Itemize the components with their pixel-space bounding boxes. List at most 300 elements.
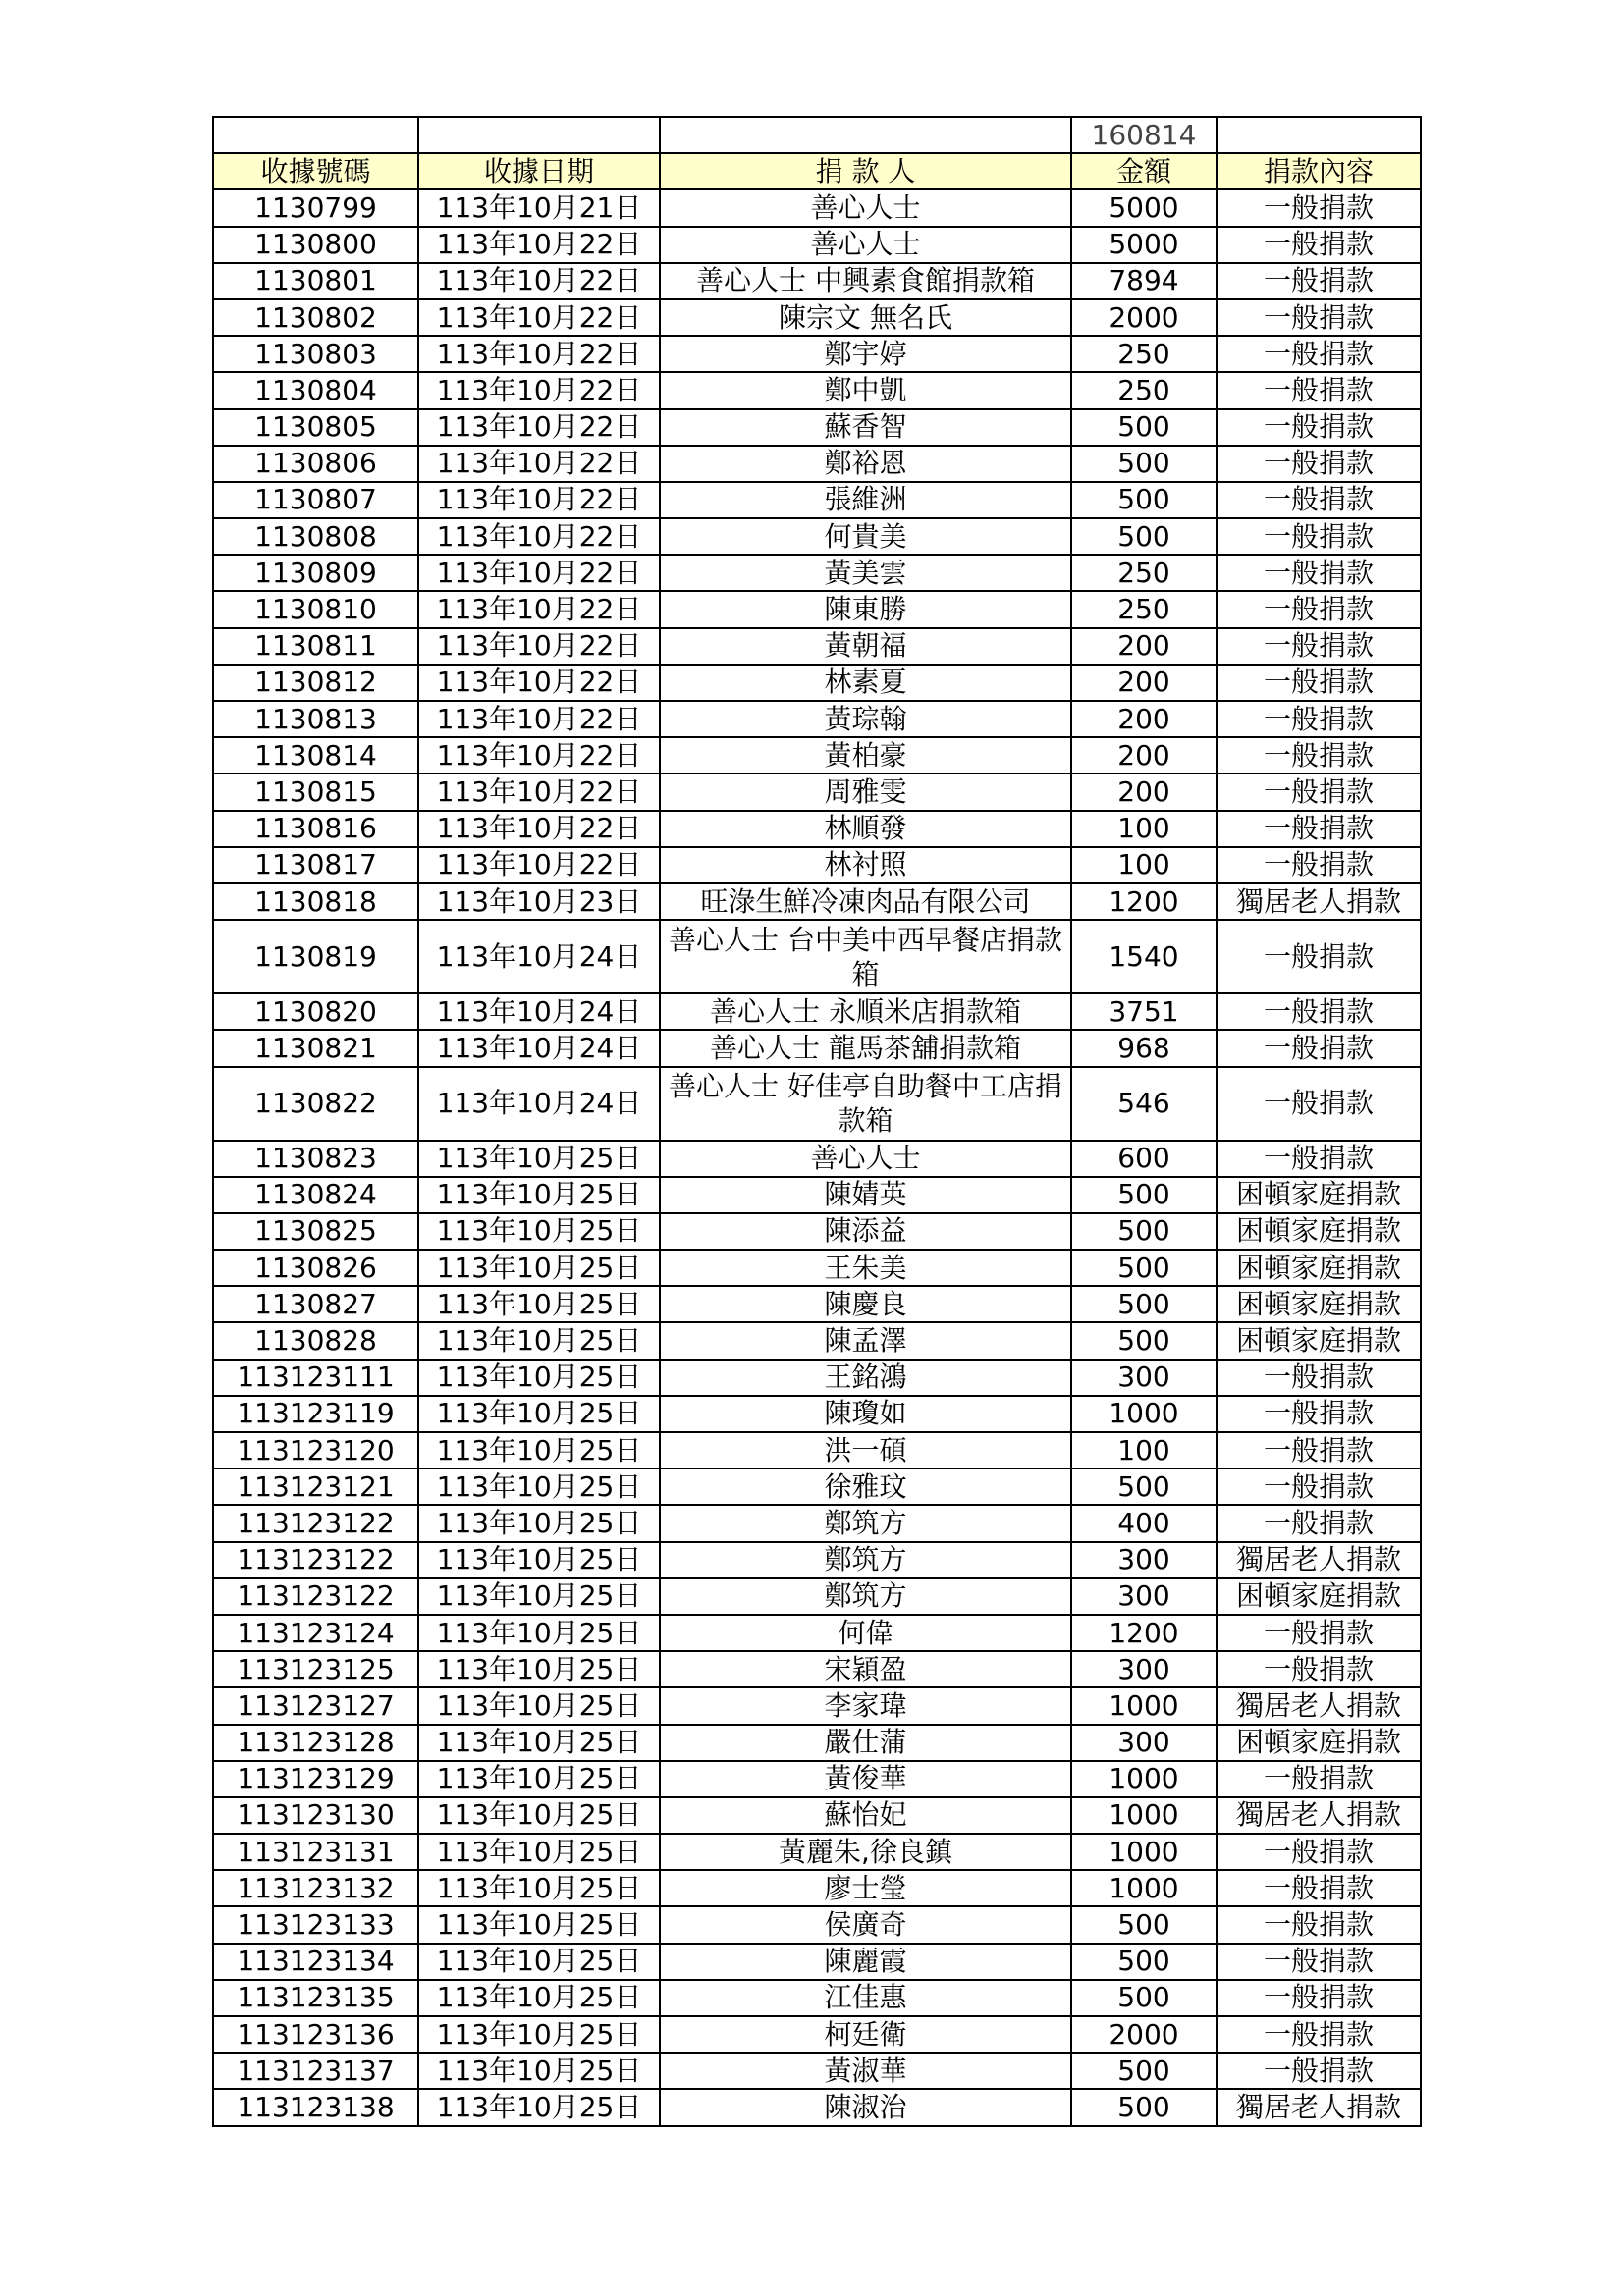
table-row [213, 1578, 1421, 1615]
amount-cell: 500 [1071, 1286, 1217, 1322]
donor-cell: 黃琮翰 [660, 701, 1071, 737]
donor-cell: 張維洲 [660, 482, 1071, 518]
receipt-no-cell: 113123137 [213, 2053, 418, 2089]
table-row [213, 883, 1421, 920]
donor-cell: 周雅雯 [660, 774, 1071, 810]
amount-cell: 500 [1071, 1944, 1217, 1980]
table-row [213, 628, 1421, 665]
content-cell: 一般捐款 [1217, 1980, 1421, 2016]
content-cell: 一般捐款 [1217, 1505, 1421, 1541]
amount-cell: 500 [1071, 1906, 1217, 1943]
table-row [213, 1030, 1421, 1066]
content-cell: 一般捐款 [1217, 555, 1421, 591]
donor-cell: 善心人士 中興素食館捐款箱 [660, 263, 1071, 299]
receipt-date-cell: 113年10月22日 [418, 591, 660, 627]
content-cell: 困頓家庭捐款 [1217, 1578, 1421, 1615]
receipt-date-cell: 113年10月22日 [418, 409, 660, 446]
donor-cell: 何貴美 [660, 518, 1071, 555]
receipt-no-cell: 1130812 [213, 665, 418, 701]
receipt-no-cell: 1130821 [213, 1030, 418, 1066]
donor-cell: 江佳惠 [660, 1980, 1071, 2016]
content-cell: 一般捐款 [1217, 446, 1421, 482]
content-cell: 一般捐款 [1217, 1761, 1421, 1797]
content-cell: 一般捐款 [1217, 1360, 1421, 1396]
table-row [213, 665, 1421, 701]
amount-cell: 400 [1071, 1505, 1217, 1541]
content-cell: 一般捐款 [1217, 189, 1421, 226]
receipt-date-cell: 113年10月25日 [418, 2089, 660, 2125]
donor-cell: 陳添益 [660, 1213, 1071, 1250]
content-cell: 一般捐款 [1217, 1067, 1421, 1141]
receipt-no-cell: 1130822 [213, 1067, 418, 1141]
donor-cell: 侯廣奇 [660, 1906, 1071, 1943]
receipt-date-cell: 113年10月25日 [418, 1980, 660, 2016]
content-cell: 一般捐款 [1217, 2016, 1421, 2053]
amount-cell: 500 [1071, 1980, 1217, 2016]
donor-cell: 洪一碩 [660, 1432, 1071, 1468]
content-cell: 一般捐款 [1217, 409, 1421, 446]
receipt-date-cell: 113年10月24日 [418, 1030, 660, 1066]
donor-cell: 善心人士 [660, 227, 1071, 263]
table-row [213, 737, 1421, 774]
receipt-date-cell: 113年10月25日 [418, 1578, 660, 1615]
content-cell: 困頓家庭捐款 [1217, 1725, 1421, 1761]
table-row [213, 847, 1421, 883]
receipt-date-cell: 113年10月25日 [418, 1834, 660, 1870]
receipt-date-cell: 113年10月21日 [418, 189, 660, 226]
receipt-date-cell: 113年10月24日 [418, 920, 660, 993]
receipt-no-cell: 113123133 [213, 1906, 418, 1943]
table-row [213, 1432, 1421, 1468]
receipt-no-cell: 1130799 [213, 189, 418, 226]
amount-cell: 968 [1071, 1030, 1217, 1066]
receipt-date-cell: 113年10月25日 [418, 1651, 660, 1687]
donor-cell: 善心人士 [660, 1141, 1071, 1177]
table-row [213, 299, 1421, 336]
receipt-no-cell: 113123130 [213, 1797, 418, 1834]
amount-cell: 1200 [1071, 883, 1217, 920]
amount-cell: 1000 [1071, 1396, 1217, 1432]
table-row [213, 372, 1421, 408]
receipt-no-cell: 113123120 [213, 1432, 418, 1468]
table-row [213, 1505, 1421, 1541]
donor-cell: 陳宗文 無名氏 [660, 299, 1071, 336]
amount-cell: 7894 [1071, 263, 1217, 299]
receipt-no-cell: 113123136 [213, 2016, 418, 2053]
receipt-date-cell: 113年10月24日 [418, 993, 660, 1030]
content-cell: 一般捐款 [1217, 1906, 1421, 1943]
content-cell: 一般捐款 [1217, 628, 1421, 665]
amount-cell: 300 [1071, 1360, 1217, 1396]
donor-cell: 黃美雲 [660, 555, 1071, 591]
donor-cell: 黃麗朱,徐良鎮 [660, 1834, 1071, 1870]
receipt-no-cell: 1130800 [213, 227, 418, 263]
receipt-date-cell: 113年10月25日 [418, 1250, 660, 1286]
donor-cell: 鄭筑方 [660, 1542, 1071, 1578]
receipt-no-cell: 1130819 [213, 920, 418, 993]
amount-cell: 300 [1071, 1725, 1217, 1761]
donation-table [212, 116, 1422, 2127]
table-row [213, 189, 1421, 226]
content-cell: 一般捐款 [1217, 847, 1421, 883]
donor-cell: 善心人士 台中美中西早餐店捐款箱 [660, 920, 1071, 993]
receipt-date-cell: 113年10月22日 [418, 482, 660, 518]
receipt-no-cell: 1130801 [213, 263, 418, 299]
content-cell: 一般捐款 [1217, 737, 1421, 774]
amount-cell: 500 [1071, 1468, 1217, 1505]
content-cell: 困頓家庭捐款 [1217, 1177, 1421, 1213]
content-cell: 一般捐款 [1217, 1870, 1421, 1906]
content-cell: 獨居老人捐款 [1217, 1542, 1421, 1578]
receipt-no-cell: 1130802 [213, 299, 418, 336]
donation-sheet [212, 116, 1422, 2127]
receipt-date-cell: 113年10月22日 [418, 336, 660, 372]
table-row [213, 227, 1421, 263]
receipt-no-cell: 1130817 [213, 847, 418, 883]
table-row [213, 993, 1421, 1030]
content-cell: 一般捐款 [1217, 920, 1421, 993]
content-cell: 一般捐款 [1217, 774, 1421, 810]
receipt-no-cell: 113123111 [213, 1360, 418, 1396]
amount-cell: 600 [1071, 1141, 1217, 1177]
total-amount: 160814 [1071, 117, 1217, 153]
receipt-no-cell: 1130809 [213, 555, 418, 591]
amount-cell: 200 [1071, 628, 1217, 665]
donor-cell: 善心人士 [660, 189, 1071, 226]
amount-cell: 1000 [1071, 1834, 1217, 1870]
content-cell: 困頓家庭捐款 [1217, 1250, 1421, 1286]
table-row [213, 811, 1421, 847]
empty-cell [418, 117, 660, 153]
amount-cell: 200 [1071, 737, 1217, 774]
table-row [213, 1141, 1421, 1177]
content-cell: 一般捐款 [1217, 1468, 1421, 1505]
donor-cell: 善心人士 永順米店捐款箱 [660, 993, 1071, 1030]
donor-cell: 嚴仕蒲 [660, 1725, 1071, 1761]
donor-cell: 鄭筑方 [660, 1505, 1071, 1541]
table-row [213, 1906, 1421, 1943]
donor-cell: 陳慶良 [660, 1286, 1071, 1322]
receipt-date-cell: 113年10月25日 [418, 1725, 660, 1761]
content-cell: 一般捐款 [1217, 701, 1421, 737]
receipt-no-cell: 113123122 [213, 1578, 418, 1615]
content-cell: 困頓家庭捐款 [1217, 1213, 1421, 1250]
donor-cell: 蘇香智 [660, 409, 1071, 446]
content-cell: 一般捐款 [1217, 1651, 1421, 1687]
receipt-no-cell: 113123122 [213, 1505, 418, 1541]
amount-cell: 250 [1071, 555, 1217, 591]
empty-cell [1217, 117, 1421, 153]
header-amount: 金額 [1071, 153, 1217, 189]
donor-cell: 鄭裕恩 [660, 446, 1071, 482]
receipt-no-cell: 113123125 [213, 1651, 418, 1687]
receipt-date-cell: 113年10月22日 [418, 701, 660, 737]
donor-cell: 陳瓊如 [660, 1396, 1071, 1432]
donor-cell: 善心人士 龍馬茶舖捐款箱 [660, 1030, 1071, 1066]
table-row [213, 1725, 1421, 1761]
table-row [213, 446, 1421, 482]
content-cell: 一般捐款 [1217, 993, 1421, 1030]
receipt-date-cell: 113年10月25日 [418, 1797, 660, 1834]
amount-cell: 5000 [1071, 189, 1217, 226]
table-row [213, 2016, 1421, 2053]
receipt-date-cell: 113年10月25日 [418, 1432, 660, 1468]
receipt-no-cell: 113123124 [213, 1615, 418, 1651]
content-cell: 一般捐款 [1217, 227, 1421, 263]
table-row [213, 1834, 1421, 1870]
content-cell: 一般捐款 [1217, 482, 1421, 518]
receipt-date-cell: 113年10月25日 [418, 1286, 660, 1322]
content-cell: 一般捐款 [1217, 518, 1421, 555]
donor-cell: 善心人士 好佳亭自助餐中工店捐款箱 [660, 1067, 1071, 1141]
empty-cell [660, 117, 1071, 153]
receipt-date-cell: 113年10月25日 [418, 1468, 660, 1505]
table-row [213, 1687, 1421, 1724]
empty-cell [213, 117, 418, 153]
amount-cell: 1000 [1071, 1797, 1217, 1834]
amount-cell: 200 [1071, 665, 1217, 701]
receipt-no-cell: 1130824 [213, 1177, 418, 1213]
receipt-date-cell: 113年10月22日 [418, 847, 660, 883]
donor-cell: 蘇怡妃 [660, 1797, 1071, 1834]
receipt-no-cell: 1130804 [213, 372, 418, 408]
receipt-date-cell: 113年10月22日 [418, 299, 660, 336]
receipt-date-cell: 113年10月25日 [418, 1141, 660, 1177]
content-cell: 一般捐款 [1217, 665, 1421, 701]
receipt-date-cell: 113年10月25日 [418, 1177, 660, 1213]
receipt-date-cell: 113年10月25日 [418, 1615, 660, 1651]
receipt-no-cell: 1130818 [213, 883, 418, 920]
receipt-no-cell: 1130813 [213, 701, 418, 737]
amount-cell: 500 [1071, 1322, 1217, 1359]
table-row [213, 482, 1421, 518]
amount-cell: 200 [1071, 774, 1217, 810]
header-row [213, 153, 1421, 189]
donor-cell: 旺淥生鮮冷凍肉品有限公司 [660, 883, 1071, 920]
receipt-date-cell: 113年10月25日 [418, 1505, 660, 1541]
receipt-no-cell: 1130810 [213, 591, 418, 627]
receipt-no-cell: 1130816 [213, 811, 418, 847]
receipt-date-cell: 113年10月25日 [418, 2053, 660, 2089]
table-row [213, 1651, 1421, 1687]
receipt-date-cell: 113年10月25日 [418, 1213, 660, 1250]
receipt-no-cell: 113123128 [213, 1725, 418, 1761]
receipt-no-cell: 1130828 [213, 1322, 418, 1359]
table-row [213, 1360, 1421, 1396]
table-row [213, 1761, 1421, 1797]
receipt-no-cell: 1130811 [213, 628, 418, 665]
amount-cell: 1000 [1071, 1761, 1217, 1797]
table-row [213, 1286, 1421, 1322]
amount-cell: 500 [1071, 446, 1217, 482]
content-cell: 獨居老人捐款 [1217, 1687, 1421, 1724]
amount-cell: 300 [1071, 1578, 1217, 1615]
receipt-no-cell: 113123127 [213, 1687, 418, 1724]
donor-cell: 林順發 [660, 811, 1071, 847]
donor-cell: 李家瑋 [660, 1687, 1071, 1724]
content-cell: 一般捐款 [1217, 1396, 1421, 1432]
amount-cell: 1000 [1071, 1870, 1217, 1906]
donor-cell: 陳淑治 [660, 2089, 1071, 2125]
receipt-date-cell: 113年10月22日 [418, 518, 660, 555]
receipt-date-cell: 113年10月25日 [418, 1906, 660, 1943]
table-row [213, 1177, 1421, 1213]
receipt-no-cell: 1130815 [213, 774, 418, 810]
content-cell: 一般捐款 [1217, 1432, 1421, 1468]
donor-cell: 林素夏 [660, 665, 1071, 701]
amount-cell: 500 [1071, 1213, 1217, 1250]
summary-row [213, 117, 1421, 153]
receipt-no-cell: 1130825 [213, 1213, 418, 1250]
receipt-date-cell: 113年10月25日 [418, 1396, 660, 1432]
amount-cell: 250 [1071, 591, 1217, 627]
receipt-no-cell: 113123119 [213, 1396, 418, 1432]
amount-cell: 200 [1071, 701, 1217, 737]
table-row [213, 1396, 1421, 1432]
table-row [213, 1615, 1421, 1651]
donor-cell: 王銘鴻 [660, 1360, 1071, 1396]
content-cell: 一般捐款 [1217, 811, 1421, 847]
header-donor: 捐 款 人 [660, 153, 1071, 189]
donor-cell: 鄭中凱 [660, 372, 1071, 408]
content-cell: 一般捐款 [1217, 1615, 1421, 1651]
table-row [213, 1944, 1421, 1980]
receipt-no-cell: 1130803 [213, 336, 418, 372]
donor-cell: 鄭宇婷 [660, 336, 1071, 372]
table-row [213, 920, 1421, 993]
table-row [213, 1468, 1421, 1505]
header-content: 捐款內容 [1217, 153, 1421, 189]
table-row [213, 2089, 1421, 2125]
receipt-no-cell: 1130820 [213, 993, 418, 1030]
receipt-date-cell: 113年10月24日 [418, 1067, 660, 1141]
content-cell: 一般捐款 [1217, 1944, 1421, 1980]
content-cell: 困頓家庭捐款 [1217, 1322, 1421, 1359]
receipt-no-cell: 113123121 [213, 1468, 418, 1505]
content-cell: 一般捐款 [1217, 1141, 1421, 1177]
receipt-date-cell: 113年10月25日 [418, 1322, 660, 1359]
receipt-no-cell: 1130808 [213, 518, 418, 555]
donor-cell: 王朱美 [660, 1250, 1071, 1286]
amount-cell: 500 [1071, 409, 1217, 446]
receipt-no-cell: 1130814 [213, 737, 418, 774]
amount-cell: 2000 [1071, 2016, 1217, 2053]
receipt-date-cell: 113年10月25日 [418, 2016, 660, 2053]
table-row [213, 1870, 1421, 1906]
content-cell: 一般捐款 [1217, 591, 1421, 627]
table-row [213, 1322, 1421, 1359]
content-cell: 一般捐款 [1217, 263, 1421, 299]
amount-cell: 100 [1071, 811, 1217, 847]
content-cell: 獨居老人捐款 [1217, 2089, 1421, 2125]
table-row [213, 1250, 1421, 1286]
receipt-date-cell: 113年10月25日 [418, 1944, 660, 1980]
amount-cell: 500 [1071, 482, 1217, 518]
receipt-date-cell: 113年10月22日 [418, 737, 660, 774]
amount-cell: 1000 [1071, 1687, 1217, 1724]
receipt-no-cell: 113123131 [213, 1834, 418, 1870]
amount-cell: 300 [1071, 1651, 1217, 1687]
receipt-no-cell: 1130807 [213, 482, 418, 518]
donor-cell: 廖士瑩 [660, 1870, 1071, 1906]
content-cell: 一般捐款 [1217, 336, 1421, 372]
receipt-date-cell: 113年10月22日 [418, 555, 660, 591]
content-cell: 獨居老人捐款 [1217, 1797, 1421, 1834]
content-cell: 獨居老人捐款 [1217, 883, 1421, 920]
amount-cell: 250 [1071, 336, 1217, 372]
receipt-no-cell: 113123122 [213, 1542, 418, 1578]
receipt-date-cell: 113年10月22日 [418, 263, 660, 299]
receipt-date-cell: 113年10月22日 [418, 446, 660, 482]
receipt-no-cell: 1130806 [213, 446, 418, 482]
amount-cell: 500 [1071, 1250, 1217, 1286]
receipt-no-cell: 113123135 [213, 1980, 418, 2016]
receipt-date-cell: 113年10月22日 [418, 628, 660, 665]
table-row [213, 263, 1421, 299]
receipt-no-cell: 113123134 [213, 1944, 418, 1980]
amount-cell: 3751 [1071, 993, 1217, 1030]
amount-cell: 5000 [1071, 227, 1217, 263]
header-receipt-date: 收據日期 [418, 153, 660, 189]
receipt-date-cell: 113年10月25日 [418, 1542, 660, 1578]
donor-cell: 黃柏豪 [660, 737, 1071, 774]
table-row [213, 1542, 1421, 1578]
amount-cell: 1200 [1071, 1615, 1217, 1651]
receipt-date-cell: 113年10月23日 [418, 883, 660, 920]
receipt-date-cell: 113年10月22日 [418, 227, 660, 263]
donor-cell: 鄭筑方 [660, 1578, 1071, 1615]
receipt-no-cell: 1130826 [213, 1250, 418, 1286]
amount-cell: 100 [1071, 1432, 1217, 1468]
amount-cell: 100 [1071, 847, 1217, 883]
donor-cell: 宋穎盈 [660, 1651, 1071, 1687]
receipt-date-cell: 113年10月25日 [418, 1761, 660, 1797]
table-row [213, 409, 1421, 446]
receipt-date-cell: 113年10月22日 [418, 665, 660, 701]
amount-cell: 500 [1071, 2089, 1217, 2125]
amount-cell: 500 [1071, 1177, 1217, 1213]
receipt-no-cell: 1130827 [213, 1286, 418, 1322]
amount-cell: 546 [1071, 1067, 1217, 1141]
donor-cell: 柯廷衛 [660, 2016, 1071, 2053]
table-row [213, 591, 1421, 627]
receipt-no-cell: 1130823 [213, 1141, 418, 1177]
amount-cell: 250 [1071, 372, 1217, 408]
table-row [213, 555, 1421, 591]
receipt-no-cell: 113123138 [213, 2089, 418, 2125]
receipt-date-cell: 113年10月22日 [418, 774, 660, 810]
content-cell: 一般捐款 [1217, 1834, 1421, 1870]
table-row [213, 518, 1421, 555]
table-row [213, 701, 1421, 737]
header-receipt-no: 收據號碼 [213, 153, 418, 189]
donor-cell: 何偉 [660, 1615, 1071, 1651]
donor-cell: 陳孟澤 [660, 1322, 1071, 1359]
table-row [213, 336, 1421, 372]
amount-cell: 1540 [1071, 920, 1217, 993]
amount-cell: 300 [1071, 1542, 1217, 1578]
table-row [213, 1980, 1421, 2016]
amount-cell: 500 [1071, 2053, 1217, 2089]
receipt-date-cell: 113年10月25日 [418, 1870, 660, 1906]
table-row [213, 774, 1421, 810]
donor-cell: 黃淑華 [660, 2053, 1071, 2089]
donor-cell: 林衬照 [660, 847, 1071, 883]
donor-cell: 徐雅玟 [660, 1468, 1071, 1505]
receipt-no-cell: 113123132 [213, 1870, 418, 1906]
receipt-no-cell: 113123129 [213, 1761, 418, 1797]
donor-cell: 陳東勝 [660, 591, 1071, 627]
